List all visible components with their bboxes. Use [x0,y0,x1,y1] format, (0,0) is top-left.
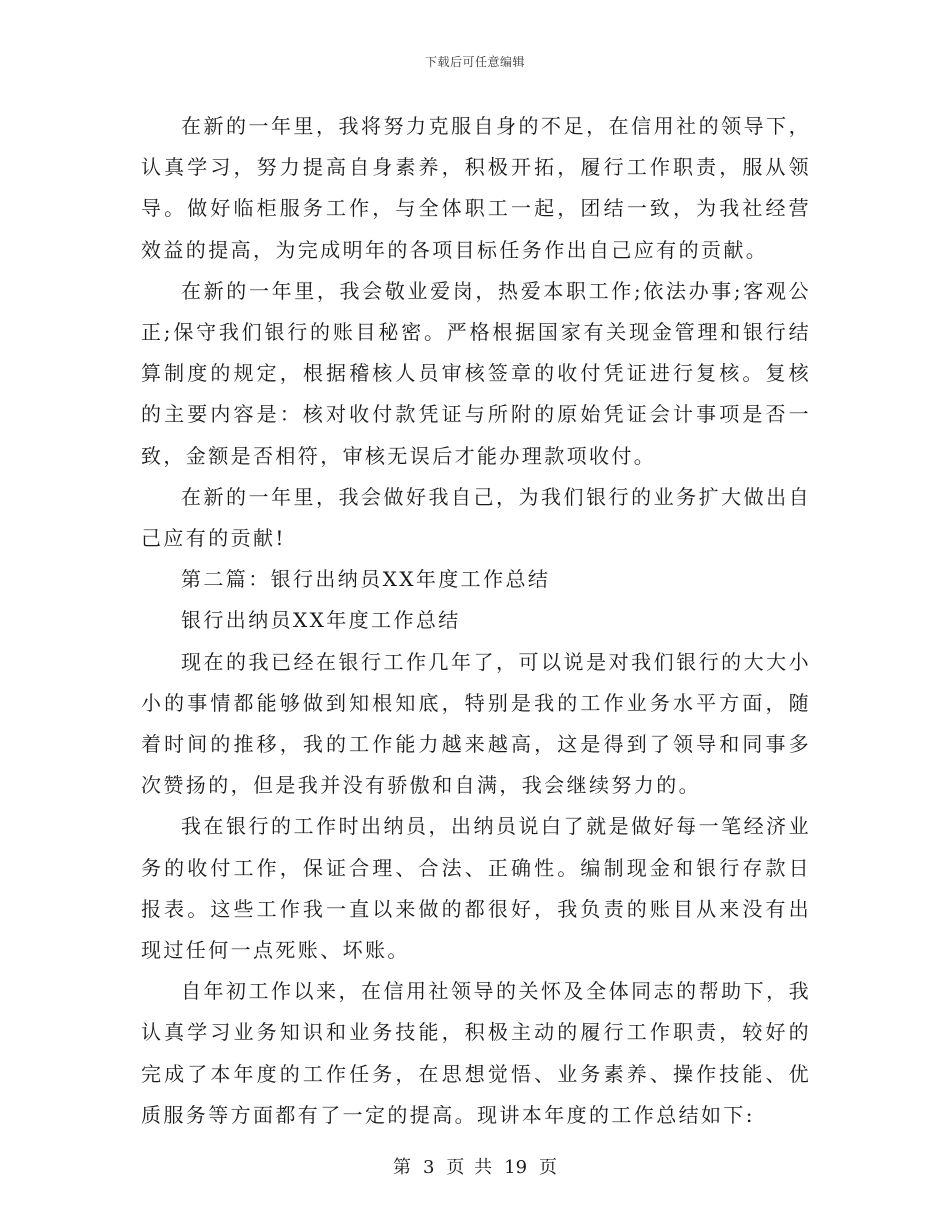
paragraph: 在新的一年里，我将努力克服自身的不足，在信用社的领导下，认真学习，努力提高自身素养，积极开拓，履行工作职责，服从领导。做好临柜服务工作，与全体职工一起，团结一致，为我社经营效益的提高，为完成明年的各项目标任务作出自己应有的贡献。 [141,114,811,262]
section-subheading: 银行出纳员XX年度工作总结 [181,608,461,633]
document-body [141,106,811,1136]
footer-middle: 页 共 [446,1157,493,1178]
page-footer [0,1153,950,1179]
page-number: 3 [422,1157,435,1178]
section-heading: 第二篇：银行出纳员XX年度工作总结 [181,567,551,592]
paragraph: 自年初工作以来，在信用社领导的关怀及全体同志的帮助下，我认真学习业务知识和业务技能，积极主动的履行工作职责，较好的完成了本年度的工作任务，在思想觉悟、业务素养、操作技能、优质服务等方面都有了一定的提高。现讲本年度的工作总结如下: [141,979,811,1127]
footer-prefix: 第 [392,1157,411,1178]
paragraph: 在新的一年里，我会敬业爱岗，热爱本职工作;依法办事;客观公正;保守我们银行的账目秘密。严格根据国家有关现金管理和银行结算制度的规定，根据稽核人员审核签章的收付凭证进行复核。复核的主要内容是：核对收付款凭证与所附的原始凭证会计事项是否一致，金额是否相符，审核无误后才能办理款项收付。 [141,278,811,468]
paragraph: 在新的一年里，我会做好我自己，为我们银行的业务扩大做出自己应有的贡献! [141,484,811,551]
footer-suffix: 页 [539,1157,558,1178]
paragraph: 现在的我已经在银行工作几年了，可以说是对我们银行的大大小小的事情都能够做到知根知底，特别是我的工作业务水平方面，随着时间的推移，我的工作能力越来越高，这是得到了领导和同事多次赞扬的，但是我并没有骄傲和自满，我会继续努力的。 [141,649,811,798]
page-header: 下载后可任意编辑 [424,55,525,69]
paragraph: 我在银行的工作时出纳员，出纳员说白了就是做好每一笔经济业务的收付工作，保证合理、合法、正确性。编制现金和银行存款日报表。这些工作我一直以来做的都很好，我负责的账目从来没有出现过任何一点死账、坏账。 [141,814,811,963]
total-pages: 19 [504,1157,528,1178]
